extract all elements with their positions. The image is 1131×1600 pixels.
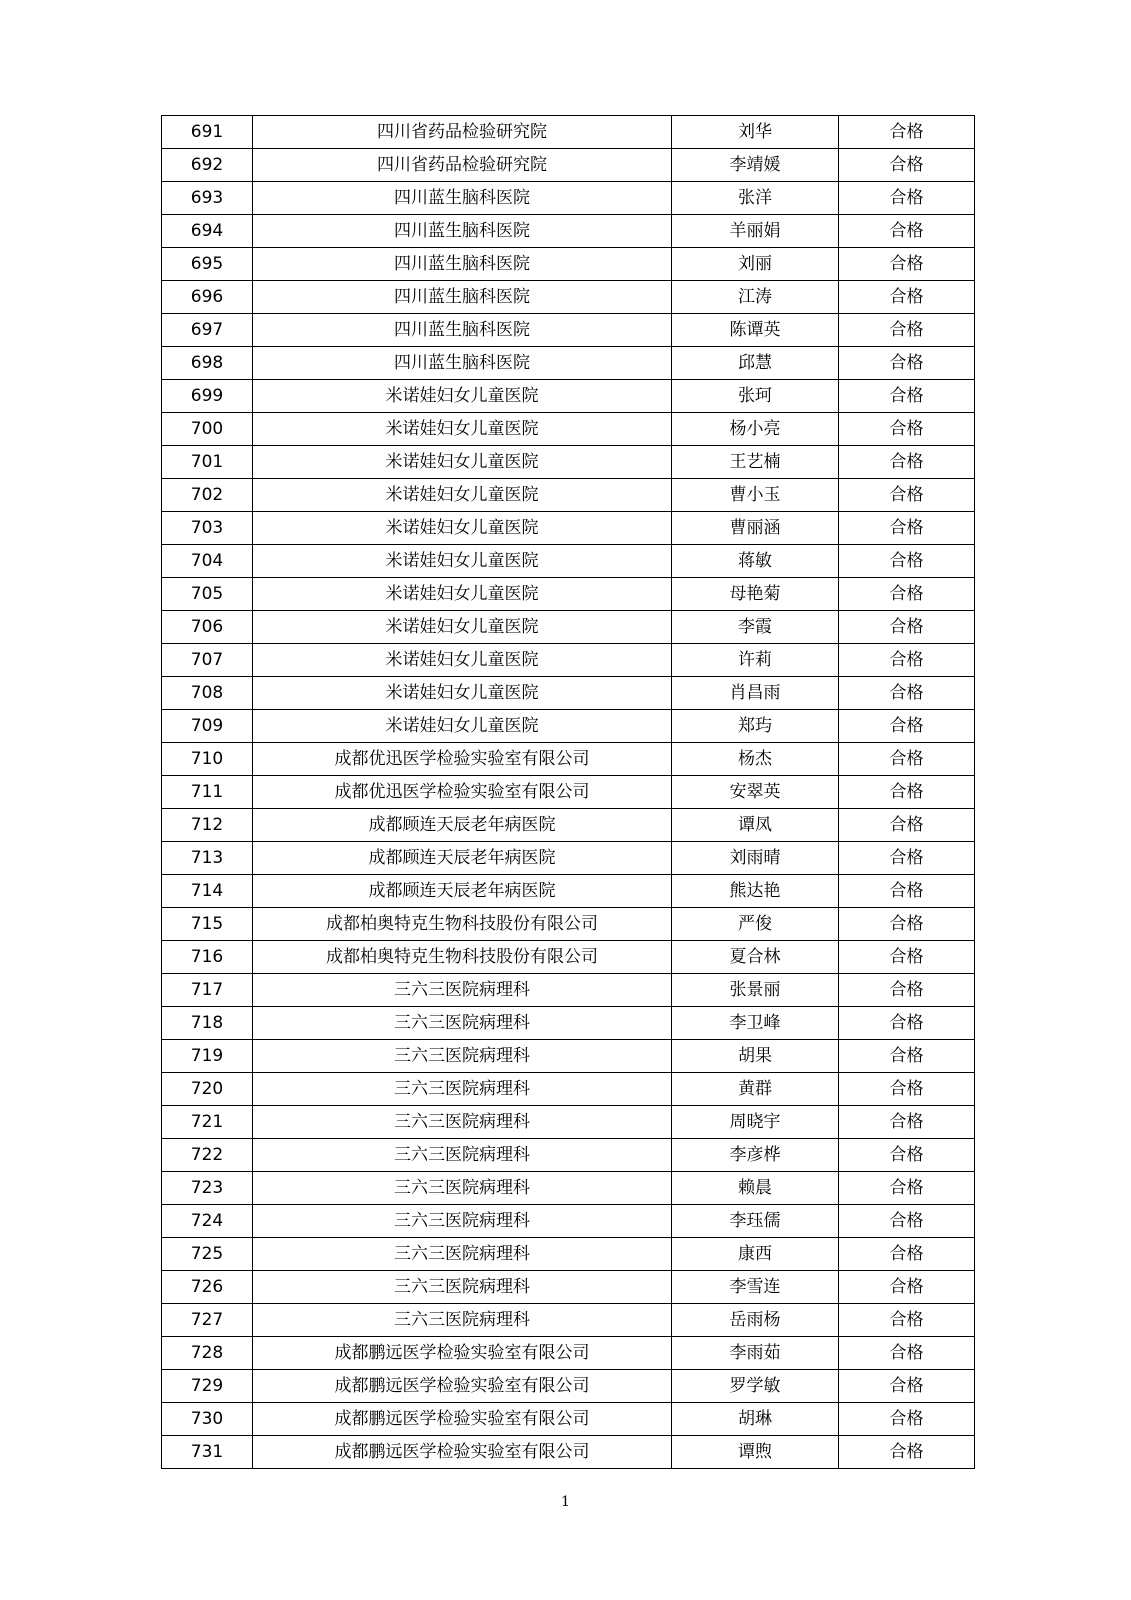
organization-cell: 三六三医院病理科 [253, 1139, 672, 1172]
table-row [162, 908, 975, 941]
organization-cell: 三六三医院病理科 [253, 1205, 672, 1238]
result-cell: 合格 [839, 1271, 975, 1304]
result-cell: 合格 [839, 149, 975, 182]
table-row [162, 1172, 975, 1205]
table-row [162, 710, 975, 743]
table-row [162, 149, 975, 182]
table-row [162, 1337, 975, 1370]
serial-number-cell: 700 [162, 413, 253, 446]
table-row [162, 1106, 975, 1139]
person-name-cell: 黄群 [672, 1073, 839, 1106]
table-row [162, 1073, 975, 1106]
serial-number-cell: 714 [162, 875, 253, 908]
person-name-cell: 胡果 [672, 1040, 839, 1073]
organization-cell: 成都鹏远医学检验实验室有限公司 [253, 1370, 672, 1403]
result-cell: 合格 [839, 479, 975, 512]
organization-cell: 米诺娃妇女儿童医院 [253, 413, 672, 446]
organization-cell: 四川蓝生脑科医院 [253, 281, 672, 314]
serial-number-cell: 697 [162, 314, 253, 347]
person-name-cell: 刘丽 [672, 248, 839, 281]
result-cell: 合格 [839, 578, 975, 611]
result-cell: 合格 [839, 1139, 975, 1172]
organization-cell: 米诺娃妇女儿童医院 [253, 380, 672, 413]
serial-number-cell: 706 [162, 611, 253, 644]
table-row [162, 1139, 975, 1172]
result-cell: 合格 [839, 1106, 975, 1139]
serial-number-cell: 693 [162, 182, 253, 215]
organization-cell: 成都柏奥特克生物科技股份有限公司 [253, 941, 672, 974]
serial-number-cell: 717 [162, 974, 253, 1007]
person-name-cell: 岳雨杨 [672, 1304, 839, 1337]
serial-number-cell: 709 [162, 710, 253, 743]
result-cell: 合格 [839, 1370, 975, 1403]
results-table-body [162, 116, 975, 1469]
organization-cell: 成都鹏远医学检验实验室有限公司 [253, 1337, 672, 1370]
person-name-cell: 曹丽涵 [672, 512, 839, 545]
organization-cell: 米诺娃妇女儿童医院 [253, 578, 672, 611]
person-name-cell: 夏合林 [672, 941, 839, 974]
serial-number-cell: 694 [162, 215, 253, 248]
person-name-cell: 肖昌雨 [672, 677, 839, 710]
result-cell: 合格 [839, 1337, 975, 1370]
table-row [162, 743, 975, 776]
result-cell: 合格 [839, 743, 975, 776]
table-row [162, 809, 975, 842]
organization-cell: 三六三医院病理科 [253, 1238, 672, 1271]
serial-number-cell: 698 [162, 347, 253, 380]
serial-number-cell: 701 [162, 446, 253, 479]
results-table [161, 115, 975, 1469]
result-cell: 合格 [839, 1040, 975, 1073]
serial-number-cell: 727 [162, 1304, 253, 1337]
organization-cell: 三六三医院病理科 [253, 1040, 672, 1073]
table-row [162, 116, 975, 149]
serial-number-cell: 718 [162, 1007, 253, 1040]
person-name-cell: 江涛 [672, 281, 839, 314]
person-name-cell: 蒋敏 [672, 545, 839, 578]
serial-number-cell: 724 [162, 1205, 253, 1238]
table-row [162, 215, 975, 248]
table-row [162, 974, 975, 1007]
serial-number-cell: 711 [162, 776, 253, 809]
person-name-cell: 羊丽娟 [672, 215, 839, 248]
serial-number-cell: 721 [162, 1106, 253, 1139]
table-row [162, 314, 975, 347]
table-row [162, 347, 975, 380]
organization-cell: 米诺娃妇女儿童医院 [253, 512, 672, 545]
person-name-cell: 王艺楠 [672, 446, 839, 479]
result-cell: 合格 [839, 116, 975, 149]
result-cell: 合格 [839, 1304, 975, 1337]
result-cell: 合格 [839, 248, 975, 281]
person-name-cell: 李卫峰 [672, 1007, 839, 1040]
result-cell: 合格 [839, 1172, 975, 1205]
organization-cell: 成都顾连天辰老年病医院 [253, 809, 672, 842]
table-row [162, 1403, 975, 1436]
result-cell: 合格 [839, 677, 975, 710]
person-name-cell: 李雨茹 [672, 1337, 839, 1370]
person-name-cell: 康西 [672, 1238, 839, 1271]
table-row [162, 1436, 975, 1469]
serial-number-cell: 725 [162, 1238, 253, 1271]
organization-cell: 成都鹏远医学检验实验室有限公司 [253, 1436, 672, 1469]
organization-cell: 米诺娃妇女儿童医院 [253, 545, 672, 578]
serial-number-cell: 719 [162, 1040, 253, 1073]
result-cell: 合格 [839, 512, 975, 545]
person-name-cell: 刘雨晴 [672, 842, 839, 875]
person-name-cell: 罗学敏 [672, 1370, 839, 1403]
person-name-cell: 严俊 [672, 908, 839, 941]
serial-number-cell: 731 [162, 1436, 253, 1469]
organization-cell: 三六三医院病理科 [253, 1073, 672, 1106]
result-cell: 合格 [839, 413, 975, 446]
serial-number-cell: 722 [162, 1139, 253, 1172]
table-row [162, 1271, 975, 1304]
person-name-cell: 李彦桦 [672, 1139, 839, 1172]
result-cell: 合格 [839, 215, 975, 248]
serial-number-cell: 707 [162, 644, 253, 677]
result-cell: 合格 [839, 545, 975, 578]
result-cell: 合格 [839, 347, 975, 380]
organization-cell: 成都顾连天辰老年病医院 [253, 875, 672, 908]
table-row [162, 479, 975, 512]
result-cell: 合格 [839, 1238, 975, 1271]
serial-number-cell: 708 [162, 677, 253, 710]
serial-number-cell: 704 [162, 545, 253, 578]
serial-number-cell: 703 [162, 512, 253, 545]
table-row [162, 1205, 975, 1238]
organization-cell: 成都优迅医学检验实验室有限公司 [253, 743, 672, 776]
organization-cell: 米诺娃妇女儿童医院 [253, 446, 672, 479]
serial-number-cell: 702 [162, 479, 253, 512]
person-name-cell: 李靖媛 [672, 149, 839, 182]
table-row [162, 380, 975, 413]
serial-number-cell: 720 [162, 1073, 253, 1106]
serial-number-cell: 699 [162, 380, 253, 413]
organization-cell: 三六三医院病理科 [253, 1106, 672, 1139]
result-cell: 合格 [839, 941, 975, 974]
serial-number-cell: 716 [162, 941, 253, 974]
organization-cell: 成都顾连天辰老年病医院 [253, 842, 672, 875]
person-name-cell: 杨小亮 [672, 413, 839, 446]
person-name-cell: 杨杰 [672, 743, 839, 776]
person-name-cell: 李霞 [672, 611, 839, 644]
organization-cell: 四川省药品检验研究院 [253, 116, 672, 149]
result-cell: 合格 [839, 446, 975, 479]
organization-cell: 米诺娃妇女儿童医院 [253, 479, 672, 512]
table-row [162, 842, 975, 875]
person-name-cell: 张景丽 [672, 974, 839, 1007]
serial-number-cell: 692 [162, 149, 253, 182]
serial-number-cell: 723 [162, 1172, 253, 1205]
table-row [162, 512, 975, 545]
result-cell: 合格 [839, 1007, 975, 1040]
result-cell: 合格 [839, 1436, 975, 1469]
result-cell: 合格 [839, 380, 975, 413]
serial-number-cell: 695 [162, 248, 253, 281]
result-cell: 合格 [839, 182, 975, 215]
table-row [162, 677, 975, 710]
person-name-cell: 邱慧 [672, 347, 839, 380]
person-name-cell: 周晓宇 [672, 1106, 839, 1139]
table-row [162, 1304, 975, 1337]
person-name-cell: 李珏儒 [672, 1205, 839, 1238]
person-name-cell: 曹小玉 [672, 479, 839, 512]
table-row [162, 446, 975, 479]
organization-cell: 四川蓝生脑科医院 [253, 347, 672, 380]
person-name-cell: 刘华 [672, 116, 839, 149]
result-cell: 合格 [839, 281, 975, 314]
organization-cell: 三六三医院病理科 [253, 1304, 672, 1337]
organization-cell: 三六三医院病理科 [253, 974, 672, 1007]
result-cell: 合格 [839, 776, 975, 809]
result-cell: 合格 [839, 644, 975, 677]
person-name-cell: 郑玙 [672, 710, 839, 743]
serial-number-cell: 713 [162, 842, 253, 875]
result-cell: 合格 [839, 710, 975, 743]
organization-cell: 米诺娃妇女儿童医院 [253, 677, 672, 710]
organization-cell: 三六三医院病理科 [253, 1271, 672, 1304]
person-name-cell: 谭凤 [672, 809, 839, 842]
table-row [162, 545, 975, 578]
result-cell: 合格 [839, 974, 975, 1007]
organization-cell: 米诺娃妇女儿童医院 [253, 611, 672, 644]
table-row [162, 1040, 975, 1073]
serial-number-cell: 710 [162, 743, 253, 776]
table-row [162, 578, 975, 611]
person-name-cell: 许莉 [672, 644, 839, 677]
organization-cell: 三六三医院病理科 [253, 1172, 672, 1205]
result-cell: 合格 [839, 875, 975, 908]
serial-number-cell: 691 [162, 116, 253, 149]
result-cell: 合格 [839, 1073, 975, 1106]
serial-number-cell: 715 [162, 908, 253, 941]
result-cell: 合格 [839, 908, 975, 941]
result-cell: 合格 [839, 1403, 975, 1436]
person-name-cell: 安翠英 [672, 776, 839, 809]
organization-cell: 四川蓝生脑科医院 [253, 182, 672, 215]
result-cell: 合格 [839, 314, 975, 347]
organization-cell: 四川蓝生脑科医院 [253, 248, 672, 281]
table-row [162, 941, 975, 974]
serial-number-cell: 696 [162, 281, 253, 314]
serial-number-cell: 729 [162, 1370, 253, 1403]
table-row [162, 1370, 975, 1403]
table-row [162, 1007, 975, 1040]
organization-cell: 米诺娃妇女儿童医院 [253, 644, 672, 677]
table-row [162, 281, 975, 314]
result-cell: 合格 [839, 842, 975, 875]
serial-number-cell: 730 [162, 1403, 253, 1436]
result-cell: 合格 [839, 1205, 975, 1238]
organization-cell: 米诺娃妇女儿童医院 [253, 710, 672, 743]
serial-number-cell: 712 [162, 809, 253, 842]
organization-cell: 成都优迅医学检验实验室有限公司 [253, 776, 672, 809]
person-name-cell: 赖晨 [672, 1172, 839, 1205]
person-name-cell: 张珂 [672, 380, 839, 413]
table-row [162, 644, 975, 677]
organization-cell: 四川省药品检验研究院 [253, 149, 672, 182]
table-row [162, 776, 975, 809]
table-row [162, 413, 975, 446]
serial-number-cell: 728 [162, 1337, 253, 1370]
table-row [162, 875, 975, 908]
table-row [162, 248, 975, 281]
page-number: 1 [561, 1494, 570, 1510]
result-cell: 合格 [839, 611, 975, 644]
table-row [162, 182, 975, 215]
organization-cell: 四川蓝生脑科医院 [253, 314, 672, 347]
organization-cell: 三六三医院病理科 [253, 1007, 672, 1040]
result-cell: 合格 [839, 809, 975, 842]
table-row [162, 611, 975, 644]
organization-cell: 成都鹏远医学检验实验室有限公司 [253, 1403, 672, 1436]
person-name-cell: 陈谭英 [672, 314, 839, 347]
person-name-cell: 谭煦 [672, 1436, 839, 1469]
person-name-cell: 胡琳 [672, 1403, 839, 1436]
organization-cell: 成都柏奥特克生物科技股份有限公司 [253, 908, 672, 941]
person-name-cell: 母艳菊 [672, 578, 839, 611]
person-name-cell: 张洋 [672, 182, 839, 215]
table-row [162, 1238, 975, 1271]
person-name-cell: 熊达艳 [672, 875, 839, 908]
organization-cell: 四川蓝生脑科医院 [253, 215, 672, 248]
serial-number-cell: 705 [162, 578, 253, 611]
serial-number-cell: 726 [162, 1271, 253, 1304]
person-name-cell: 李雪连 [672, 1271, 839, 1304]
